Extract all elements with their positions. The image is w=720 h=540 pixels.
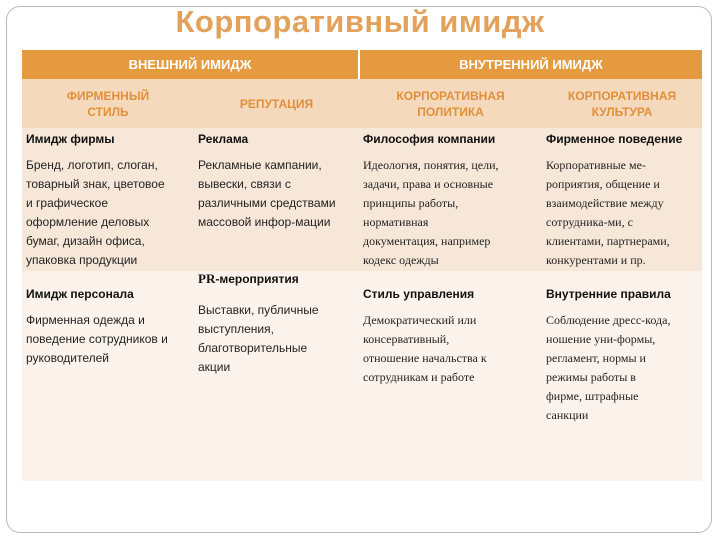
row2-content [22, 301, 702, 481]
row-label: Реклама [194, 128, 359, 156]
header-row-main [22, 50, 702, 79]
pr-label: PR-мероприятия [194, 271, 359, 301]
row1-content [22, 156, 702, 271]
header-external: ВНЕШНИЙ ИМИДЖ [22, 50, 359, 79]
row-label: Имидж фирмы [22, 128, 194, 156]
cell-text: Выставки, публичные выступления, благотворительные акции [194, 301, 359, 481]
column-header-reputation: РЕПУТАЦИЯ [194, 79, 359, 128]
cell-text: Рекламные кампании, вывески, связи с различными средствами массовой инфор-мации [194, 156, 359, 271]
row-label: Фирменное поведение [542, 128, 702, 156]
cell-text: Соблюдение дресс-кода, ношение уни-формы, регламент, нормы и режимы работы в фирме, штрафные санкции [542, 301, 702, 481]
cell-text: Демократический или консервативный, отношение начальства к сотрудникам и работе [359, 301, 542, 481]
row1-labels [22, 128, 702, 156]
row-label: Стиль управления [359, 271, 542, 301]
cell-text: Корпоративные ме- роприятия, общение и взаимодействие между сотрудника-ми, с клиентами, партнерами, конкурентами и пр. [542, 156, 702, 271]
row-label: Имидж персонала [22, 271, 194, 301]
row2-labels [22, 271, 702, 301]
header-internal: ВНУТРЕННИЙ ИМИДЖ [359, 50, 702, 79]
page-title: Корпоративный имидж [175, 4, 545, 39]
row-label: Философия компании [359, 128, 542, 156]
row-label: Внутренние правила [542, 271, 702, 301]
column-header-corporate-style: ФИРМЕННЫЙ СТИЛЬ [22, 79, 194, 128]
cell-text: Бренд, логотип, слоган, товарный знак, цветовое и графическое оформление деловых бумаг, дизайн офиса, упаковка продукции [22, 156, 194, 271]
image-table [22, 50, 702, 481]
cell-text: Фирменная одежда и поведение сотрудников и руководителей [22, 301, 194, 481]
cell-text: Идеология, понятия, цели, задачи, права и основные принципы работы, нормативная документация, например кодекс одежды [359, 156, 542, 271]
column-header-corporate-culture: КОРПОРАТИВНАЯ КУЛЬТУРА [542, 79, 702, 128]
header-row-columns [22, 79, 702, 128]
column-header-corporate-policy: КОРПОРАТИВНАЯ ПОЛИТИКА [359, 79, 542, 128]
